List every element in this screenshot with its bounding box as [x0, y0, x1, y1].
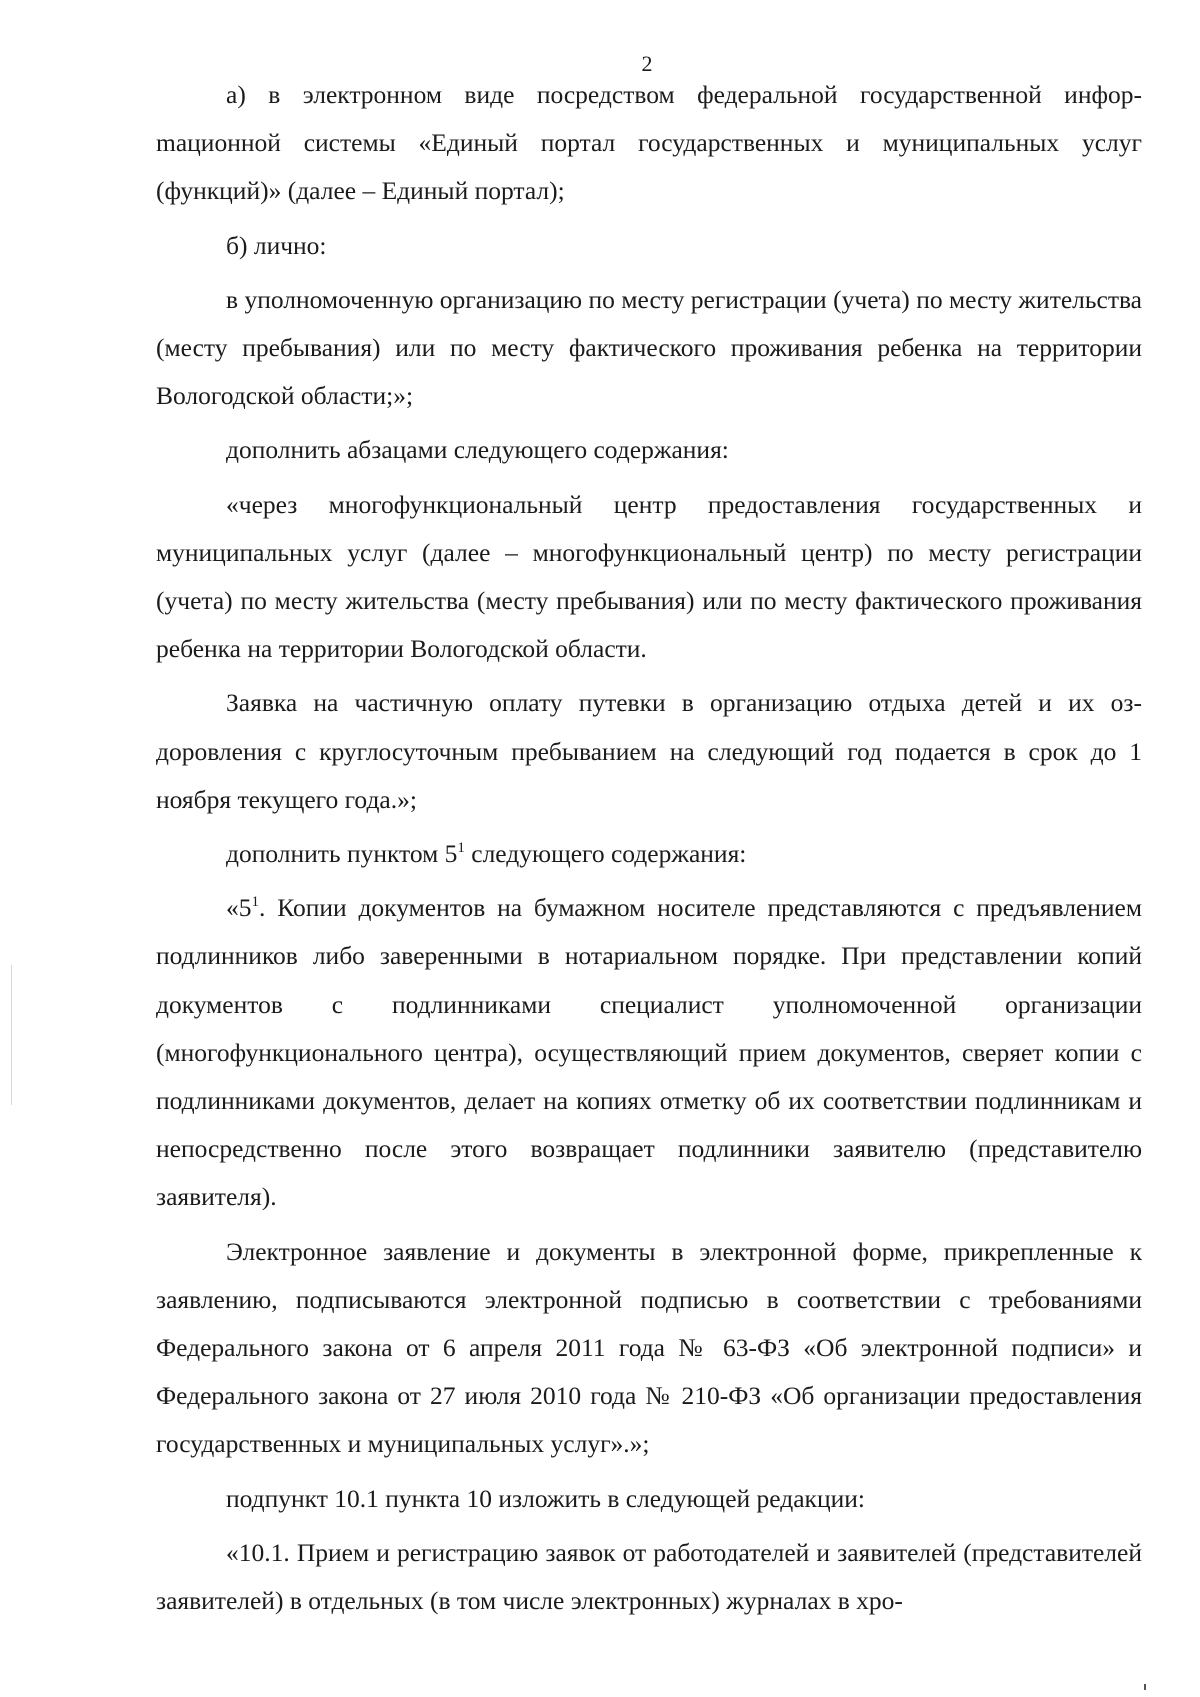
paragraph-add-clauses: дополнить абзацами следующего содержания:	[226, 435, 729, 465]
paragraph-add-point-text-end: следующего содержания:	[464, 839, 747, 869]
paragraph-in-person: б) лично:	[226, 230, 327, 260]
paragraph-document-copies-start: «5	[226, 893, 252, 923]
paragraph-application-deadline: Заявка на частичную оплату путевки в организацию отдыха детей и их оздоровления с круглосуточным пребыванием на следующий год подается в срок до 1 ноября текущего года.»;	[156, 688, 1142, 814]
scan-dot-mark	[1144, 1684, 1146, 1690]
paragraph-add-point-text: дополнить пунктом 5	[226, 839, 458, 869]
superscript-index: 1	[251, 894, 259, 911]
superscript-index: 1	[457, 840, 465, 857]
paragraph-subpoint-10-1: подпункт 10.1 пункта 10 изложить в следующей редакции:	[226, 1483, 865, 1513]
paragraph-add-point-5-1	[156, 830, 1142, 878]
paragraph-electronic-signature: Электронное заявление и документы в электронной форме, прикрепленные к заявлению, подписываются электронной подписью в соответствии с требованиями Федерального закона от 6 апреля 2011 года № 63-ФЗ «Об электронной подписи» и Федерального закона от 27 июля 2010 года № 210-ФЗ «Об организации предоставления государственных и муниципальных услуг».»;	[156, 1236, 1142, 1459]
paragraph-authorized-organization: в уполномоченную организацию по месту регистрации (учета) по месту жительства (месту пребывания) или по месту фактического проживания ребенка на территории Вологодской области;»;	[156, 284, 1142, 411]
paragraph-document-copies	[156, 884, 1142, 1221]
paragraph-multifunctional-center: «через многофункциональный центр предоставления государственных и муниципальных услуг (далее – многофункциональный центр) по месту регистрации (учета) по месту жительства (месту пребывания) или по месту фактического проживания ребенка на территории Вологодской области.	[156, 489, 1142, 664]
document-body	[156, 71, 1142, 1625]
scan-edge-mark	[11, 965, 12, 1105]
paragraph-document-copies-text: . Копии документов на бумажном носителе представляются с предъявлением подлинников либо заверенными в нотариальном порядке. При представлении копий документов с подлинниками специалист уполномоченной организации (многофункционального центра), осуществляющий прием документов, сверяет копии с подлинниками документов, делает на копиях отметку об их соответствии подлинникам и непосредственно после этого возвращает подлинники заявителю (представителю заявителя).	[156, 893, 1142, 1212]
paragraph-applications-registration: «10.1. Прием и регистрацию заявок от работодателей и заявителей (представителей заявителей) в отдельных (в том числе электронных) журналах в хро-	[156, 1537, 1142, 1616]
paragraph-electronic-submission: а) в электронном виде посредством федеральной государственной инфорmационной системы «Единый портал государственных и муниципальных услуг (функций)» (далее – Единый портал);	[156, 80, 1142, 206]
page-number: 2	[641, 51, 653, 76]
